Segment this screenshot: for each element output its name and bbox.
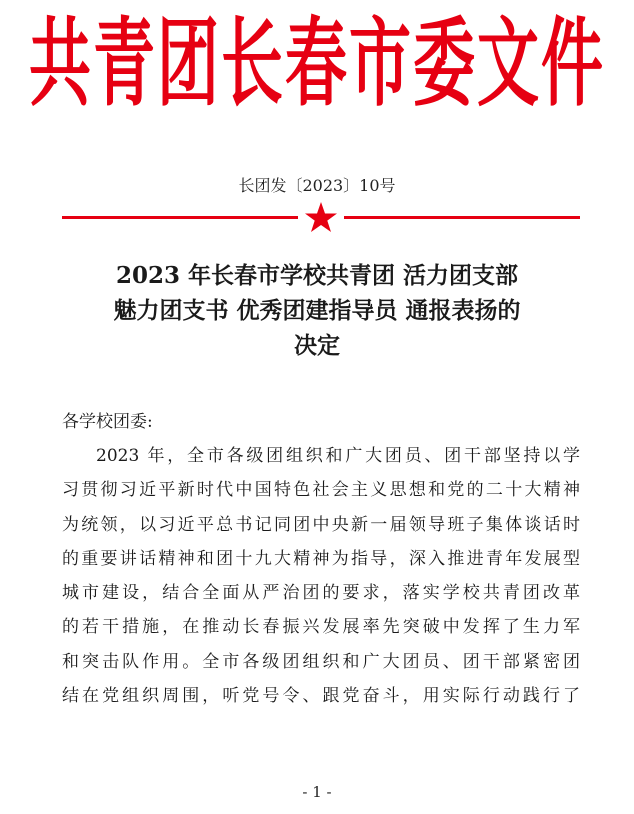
body-line: 和突击队作用。全市各级团组织和广大团员、团干部紧密团	[62, 651, 580, 672]
body-line: 为统领，以习近平总书记同团中央新一届领导班子集体谈话时	[62, 514, 580, 535]
title-line-1: 2023 年长春市学校共青团 活力团支部	[115, 262, 519, 289]
body-text	[62, 439, 580, 713]
document-title	[0, 258, 634, 363]
title-line-2: 魅力团支书 优秀团建指导员 通报表扬的	[113, 297, 521, 324]
body-line: 结在党组织周围，听党号令、跟党奋斗，用实际行动践行了	[62, 686, 580, 707]
body-line: 的若干措施，在推动长春振兴发展率先突破中发挥了生力军	[62, 617, 580, 638]
divider-line-right	[344, 216, 580, 219]
masthead-title: 共青团长春市委文件	[28, 6, 605, 120]
title-line-3: 决定	[294, 332, 340, 359]
page-number: - 1 -	[302, 783, 332, 801]
body-line: 习贯彻习近平新时代中国特色社会主义思想和党的二十大精神	[62, 480, 580, 501]
divider-line-left	[62, 216, 298, 219]
red-divider	[62, 200, 580, 234]
body-line: 的重要讲话精神和团十九大精神为指导，深入推进青年发展型	[62, 548, 580, 569]
document-number: 长团发〔2023〕10号	[238, 176, 396, 195]
body-line: 城市建设，结合全面从严治团的要求，落实学校共青团改革	[62, 583, 580, 604]
star-icon	[304, 201, 338, 233]
body-line: 2023 年，全市各级团组织和广大团员、团干部坚持以学	[96, 446, 580, 466]
salutation: 各学校团委:	[62, 412, 153, 432]
